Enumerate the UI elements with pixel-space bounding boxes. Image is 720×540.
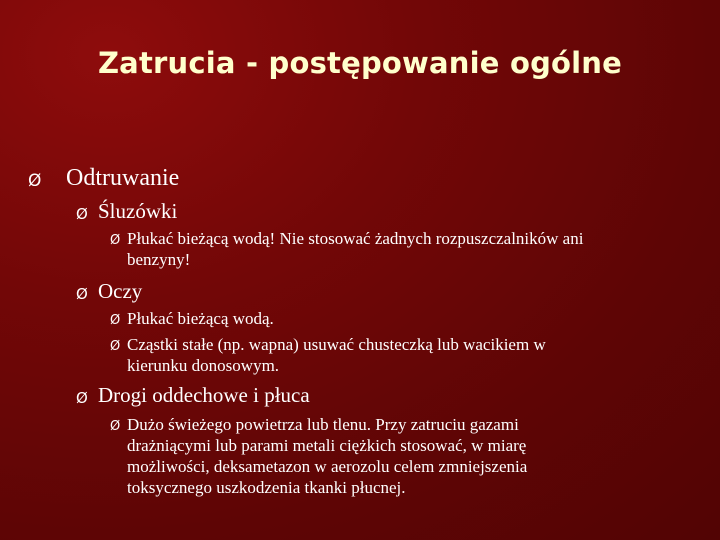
sub-bullet-sluzowki <box>76 198 177 227</box>
detail-text <box>127 414 527 498</box>
slide-title: Zatrucia - postępowanie ogólne <box>97 46 623 80</box>
detail-line: Dużo świeżego powietrza lub tlenu. Przy zatruciu gazami <box>127 415 519 434</box>
sub-bullet-label: Oczy <box>98 279 143 303</box>
detail-line: drażniącymi lub parami metali ciężkich stosować, w miarę <box>127 436 527 455</box>
arrow-bullet-icon: Ø <box>76 285 88 303</box>
detail-line: Płukać bieżącą wodą. <box>127 309 274 328</box>
detail-item <box>110 334 546 376</box>
detail-text <box>127 334 546 376</box>
sub-bullet-oczy <box>76 278 142 307</box>
detail-item <box>110 414 527 498</box>
sub-bullet-label: Drogi oddechowe i płuca <box>98 383 310 407</box>
detail-line: Płukać bieżącą wodą! Nie stosować żadnych rozpuszczalników ani <box>127 229 584 248</box>
detail-line: benzyny! <box>127 250 191 269</box>
arrow-bullet-icon: Ø <box>110 339 121 354</box>
detail-line: Cząstki stałe (np. wapna) usuwać chusteczką lub wacikiem w <box>127 335 546 354</box>
arrow-bullet-icon: Ø <box>76 205 88 223</box>
arrow-bullet-icon: Ø <box>76 389 88 407</box>
arrow-bullet-icon: Ø <box>110 233 121 248</box>
detail-line: kierunku donosowym. <box>127 356 280 375</box>
sub-bullet-drogi-oddechowe <box>76 382 310 411</box>
bullet-label: Odtruwanie <box>66 165 180 191</box>
arrow-bullet-icon: Ø <box>28 171 42 191</box>
arrow-bullet-icon: Ø <box>110 313 121 328</box>
sub-bullet-label: Śluzówki <box>98 199 178 223</box>
detail-line: toksycznego uszkodzenia tkanki płucnej. <box>127 478 406 497</box>
detail-item <box>110 228 583 270</box>
detail-line: możliwości, deksametazon w aerozolu celem zmniejszenia <box>127 457 528 476</box>
detail-item <box>110 308 274 331</box>
bullet-item-odtruwanie <box>28 164 179 195</box>
detail-text <box>127 308 274 329</box>
arrow-bullet-icon: Ø <box>110 419 121 434</box>
detail-text <box>127 228 583 270</box>
